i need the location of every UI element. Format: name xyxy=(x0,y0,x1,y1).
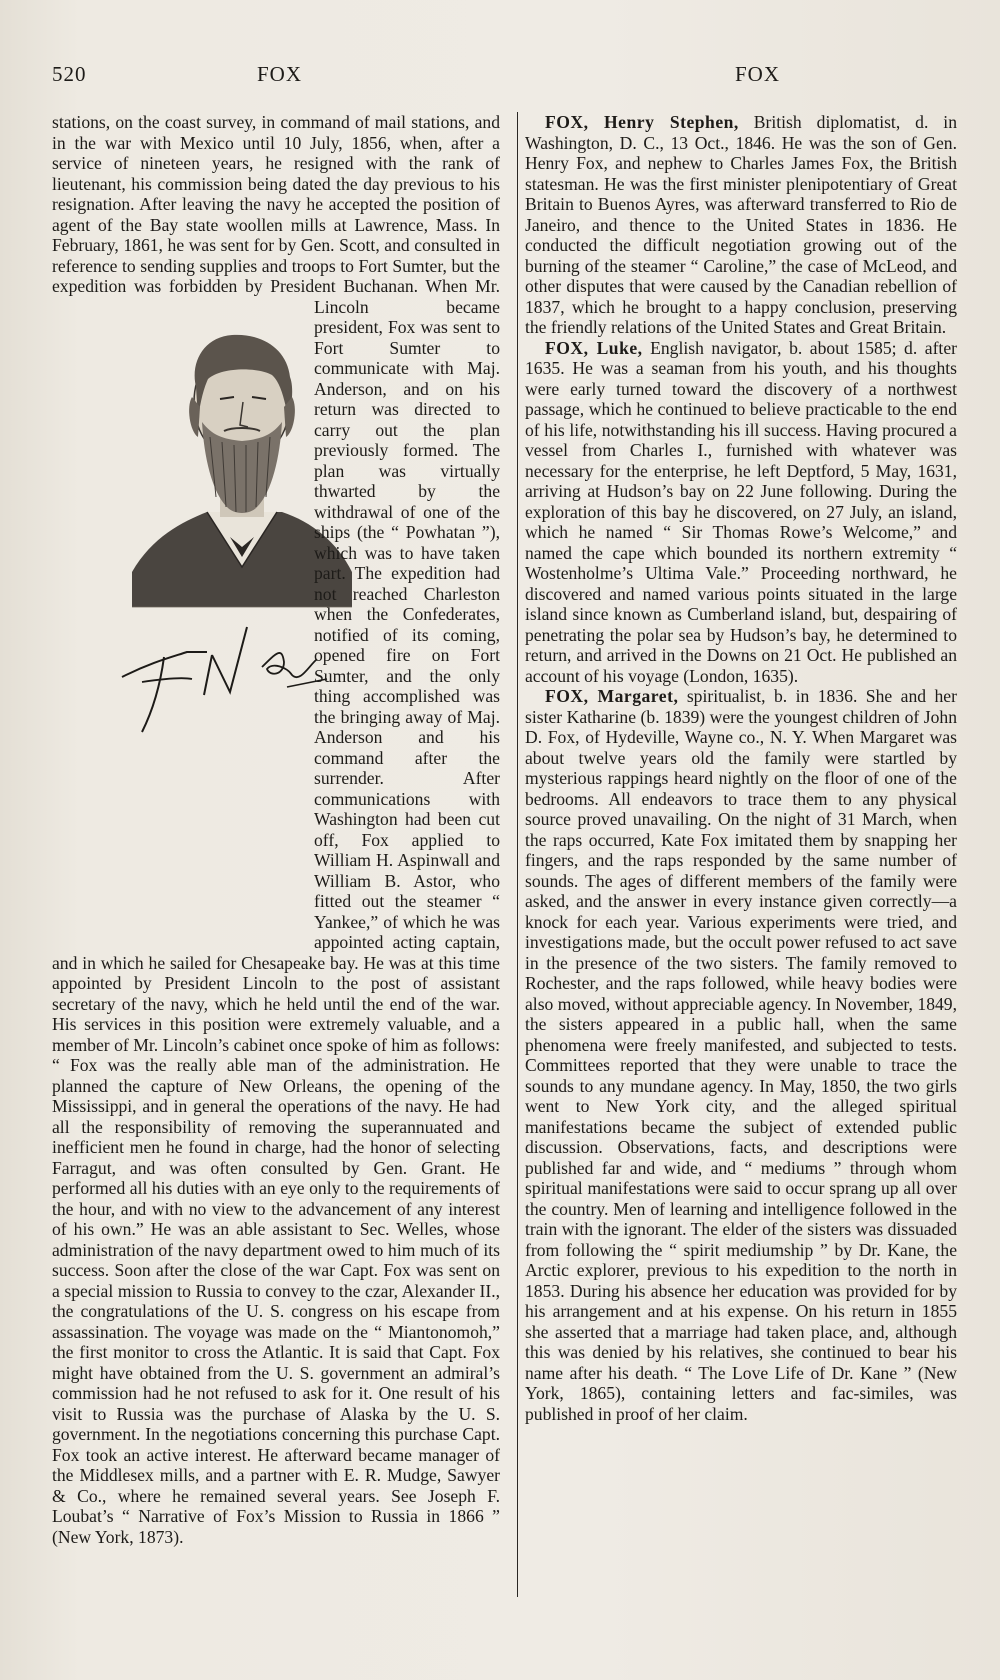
entry-body: British diplomatist, d. in Washington, D. C., 13 Oct., 1846. He was the son of Gen. Henry Fox, and nephew to Charles James Fox, the British statesman. He was the first minister plenipotentiary of Great Britain to Buenos Ayres, was afterward transferred to Rio de Janeiro, and thence to the United States in 1836. He conducted the difficult negotiation growing out of the burning of the steamer “ Caroline,” the case of McLeod, and other disputes that were caused by the Canadian rebellion of 1837, which he brought to a happy conclusion, preserving the friendly relations of the United States and Great Britain. xyxy=(525,112,957,337)
entry-heading: FOX, Luke, xyxy=(545,337,643,358)
entry-body: spiritualist, b. in 1836. She and her sister Katharine (b. 1839) were the youngest children of John D. Fox, of Hydeville, Wayne co., N. Y. When Margaret was about twelve years old the family were startled by mysterious rappings heard nightly on the floor of one of the bedrooms. All endeavors to trace them to any physical source proved unavailing. On the night of 31 March, when the raps occurred, Kate Fox imitated them by snapping her fingers, and the raps responded by the same number of sounds. The ages of different members of the family were asked, and the answer in every instance given correctly—a knock for each year. Various experiments were tried, and investigations made, but the occult power refused to act save in the presence of the two sisters. The family removed to Rochester, and the raps followed, while heavy bodies were also moved, without appreciable agency. In November, 1849, the sisters appeared in a public hall, when the same phenomena were freely manifested, and subjected to tests. Committees reported that they were unable to trace the sounds to any mundane agency. In May, 1850, the two girls went to New York city, and the alleged spiritual manifestations became the subject of extended public discussion. Observations, facts, and descriptions were published far and wide, and “ mediums ” through whom spiritual manifestations were said to occur sprang up all over the country. Men of learning and intelligence followed in the train with the ignorant. The elder of the sisters was dissuaded from following the “ spirit mediumship ” by Dr. Kane, the Arctic explorer, previous to his expedition to the north in 1853. During his absence her education was provided for by his arrangement and at his expense. On his return in 1855 she asserted that a marriage had taken place, and, although this was denied by his relatives, she continued to bear his name after his death. “ The Love Life of Dr. Kane ” (New York, 1865), containing letters and fac-similes, was published in proof of her claim. xyxy=(525,686,957,1424)
right-column-heading: FOX xyxy=(735,62,781,86)
running-head xyxy=(52,62,952,92)
page-number: 520 xyxy=(52,62,87,86)
entry-luke-fox xyxy=(525,338,957,687)
fox-gustavus-continuation: stations, on the coast survey, in command of mail stations, and in the war with Mexico until 10 July, 1856, when, after a service of nineteen years, he resigned with the rank of lieutenant, his commission being dated the day previous to his resignation. After leaving the navy he accepted the position of agent of the Bay state woollen mills at Lawrence, Mass. In February, 1861, he was sent for by Gen. Scott, and consulted in reference to sending supplies and troops to Fort Sumter, but the expedition was forbidden by President Buchanan. When Mr. Lincoln became president, Fox was sent to Fort Sumter to communicate with Maj. Anderson, and on his return was directed to carry out the plan previously formed. The plan was virtually thwarted by the withdrawal of one of the ships (the “ Powhatan ”), which was to have taken part. The expedition had not reached Charleston when the Confederates, notified of its coming, opened fire on Fort Sumter, and the only thing accomplished was the bringing away of Maj. Anderson and his command after the surrender. After communications with Washington had been cut off, Fox applied to William H. Aspinwall and William B. Astor, who fitted out the steamer “ Yankee,” of which he was appointed acting captain, and in which he sailed for Chesapeake bay. He was at this time appointed by President Lincoln to the post of assistant secretary of the navy, which he held until the end of the war. His services in this position were extremely valuable, and a member of Mr. Lincoln’s cabinet once spoke of him as follows: “ Fox was the really able man of the administration. He planned the capture of New Orleans, the opening of the Mississippi, and in general the operations of the navy. He had all the responsibility of removing the superannuated and inefficient men he found in charge, had the honor of selecting Farragut, and was often consulted by Gen. Grant. He performed all his duties with an eye only to the requirements of the hour, and with no view to the advancement of any interest of his own.” He was an able assistant to Sec. Welles, whose administration of the navy department owed to him much of its success. Soon after the close of the war Capt. Fox was sent on a special mission to Russia to convey to the czar, Alexander II., the congratulations of the U. S. congress on his escape from assassination. The voyage was made on the “ Miantonomoh,” the first monitor to cross the Atlantic. It is said that Capt. Fox might have obtained from the U. S. government an admiral’s commission had he not refused to ask for it. One result of his visit to Russia was the purchase of Alaska by the U. S. government. In the negotiations concerning this purchase Capt. Fox took an active interest. He afterward became manager of the Middlesex mills, and a partner with E. R. Mudge, Sawyer & Co., where he remained several years. See Joseph F. Loubat’s “ Narrative of Fox’s Mission to Russia in 1866 ” (New York, 1873). xyxy=(52,112,500,1547)
entry-heading: FOX, Henry Stephen, xyxy=(545,112,739,132)
entry-margaret-fox xyxy=(525,686,957,1424)
entry-body: English navigator, b. about 1585; d. after 1635. He was a seaman from his youth, and his thoughts were early turned toward the discovery of a northwest passage, which he continued to believe practicable to the end of his life, notwithstanding his ill success. Having procured a vessel from Charles I., furnished with whatever was necessary for the enterprise, he left Deptford, 5 May, 1631, arriving at Hudson’s bay on 22 June following. During the exploration of this bay he discovered, on 27 July, an island, which he named “ Sir Thomas Rowe’s Welcome,” and named the cape which bounded its northern extremity “ Wostenholme’s Ultima Vale.” Proceeding northward, he discovered and named various points situated in the large island since known as Cumberland island, but, despairing of penetrating the polar sea by Hudson’s bay, he determined to return, and arrived in the Downs on 21 Oct. He published an account of his voyage (London, 1635). xyxy=(525,337,957,686)
left-column xyxy=(52,112,500,1547)
portrait-spacer xyxy=(52,482,314,934)
column-divider xyxy=(517,112,518,1597)
right-column xyxy=(525,112,957,1424)
entry-heading: FOX, Margaret, xyxy=(545,686,679,706)
left-column-heading: FOX xyxy=(257,62,303,86)
entry-henry-stephen-fox xyxy=(525,112,957,338)
